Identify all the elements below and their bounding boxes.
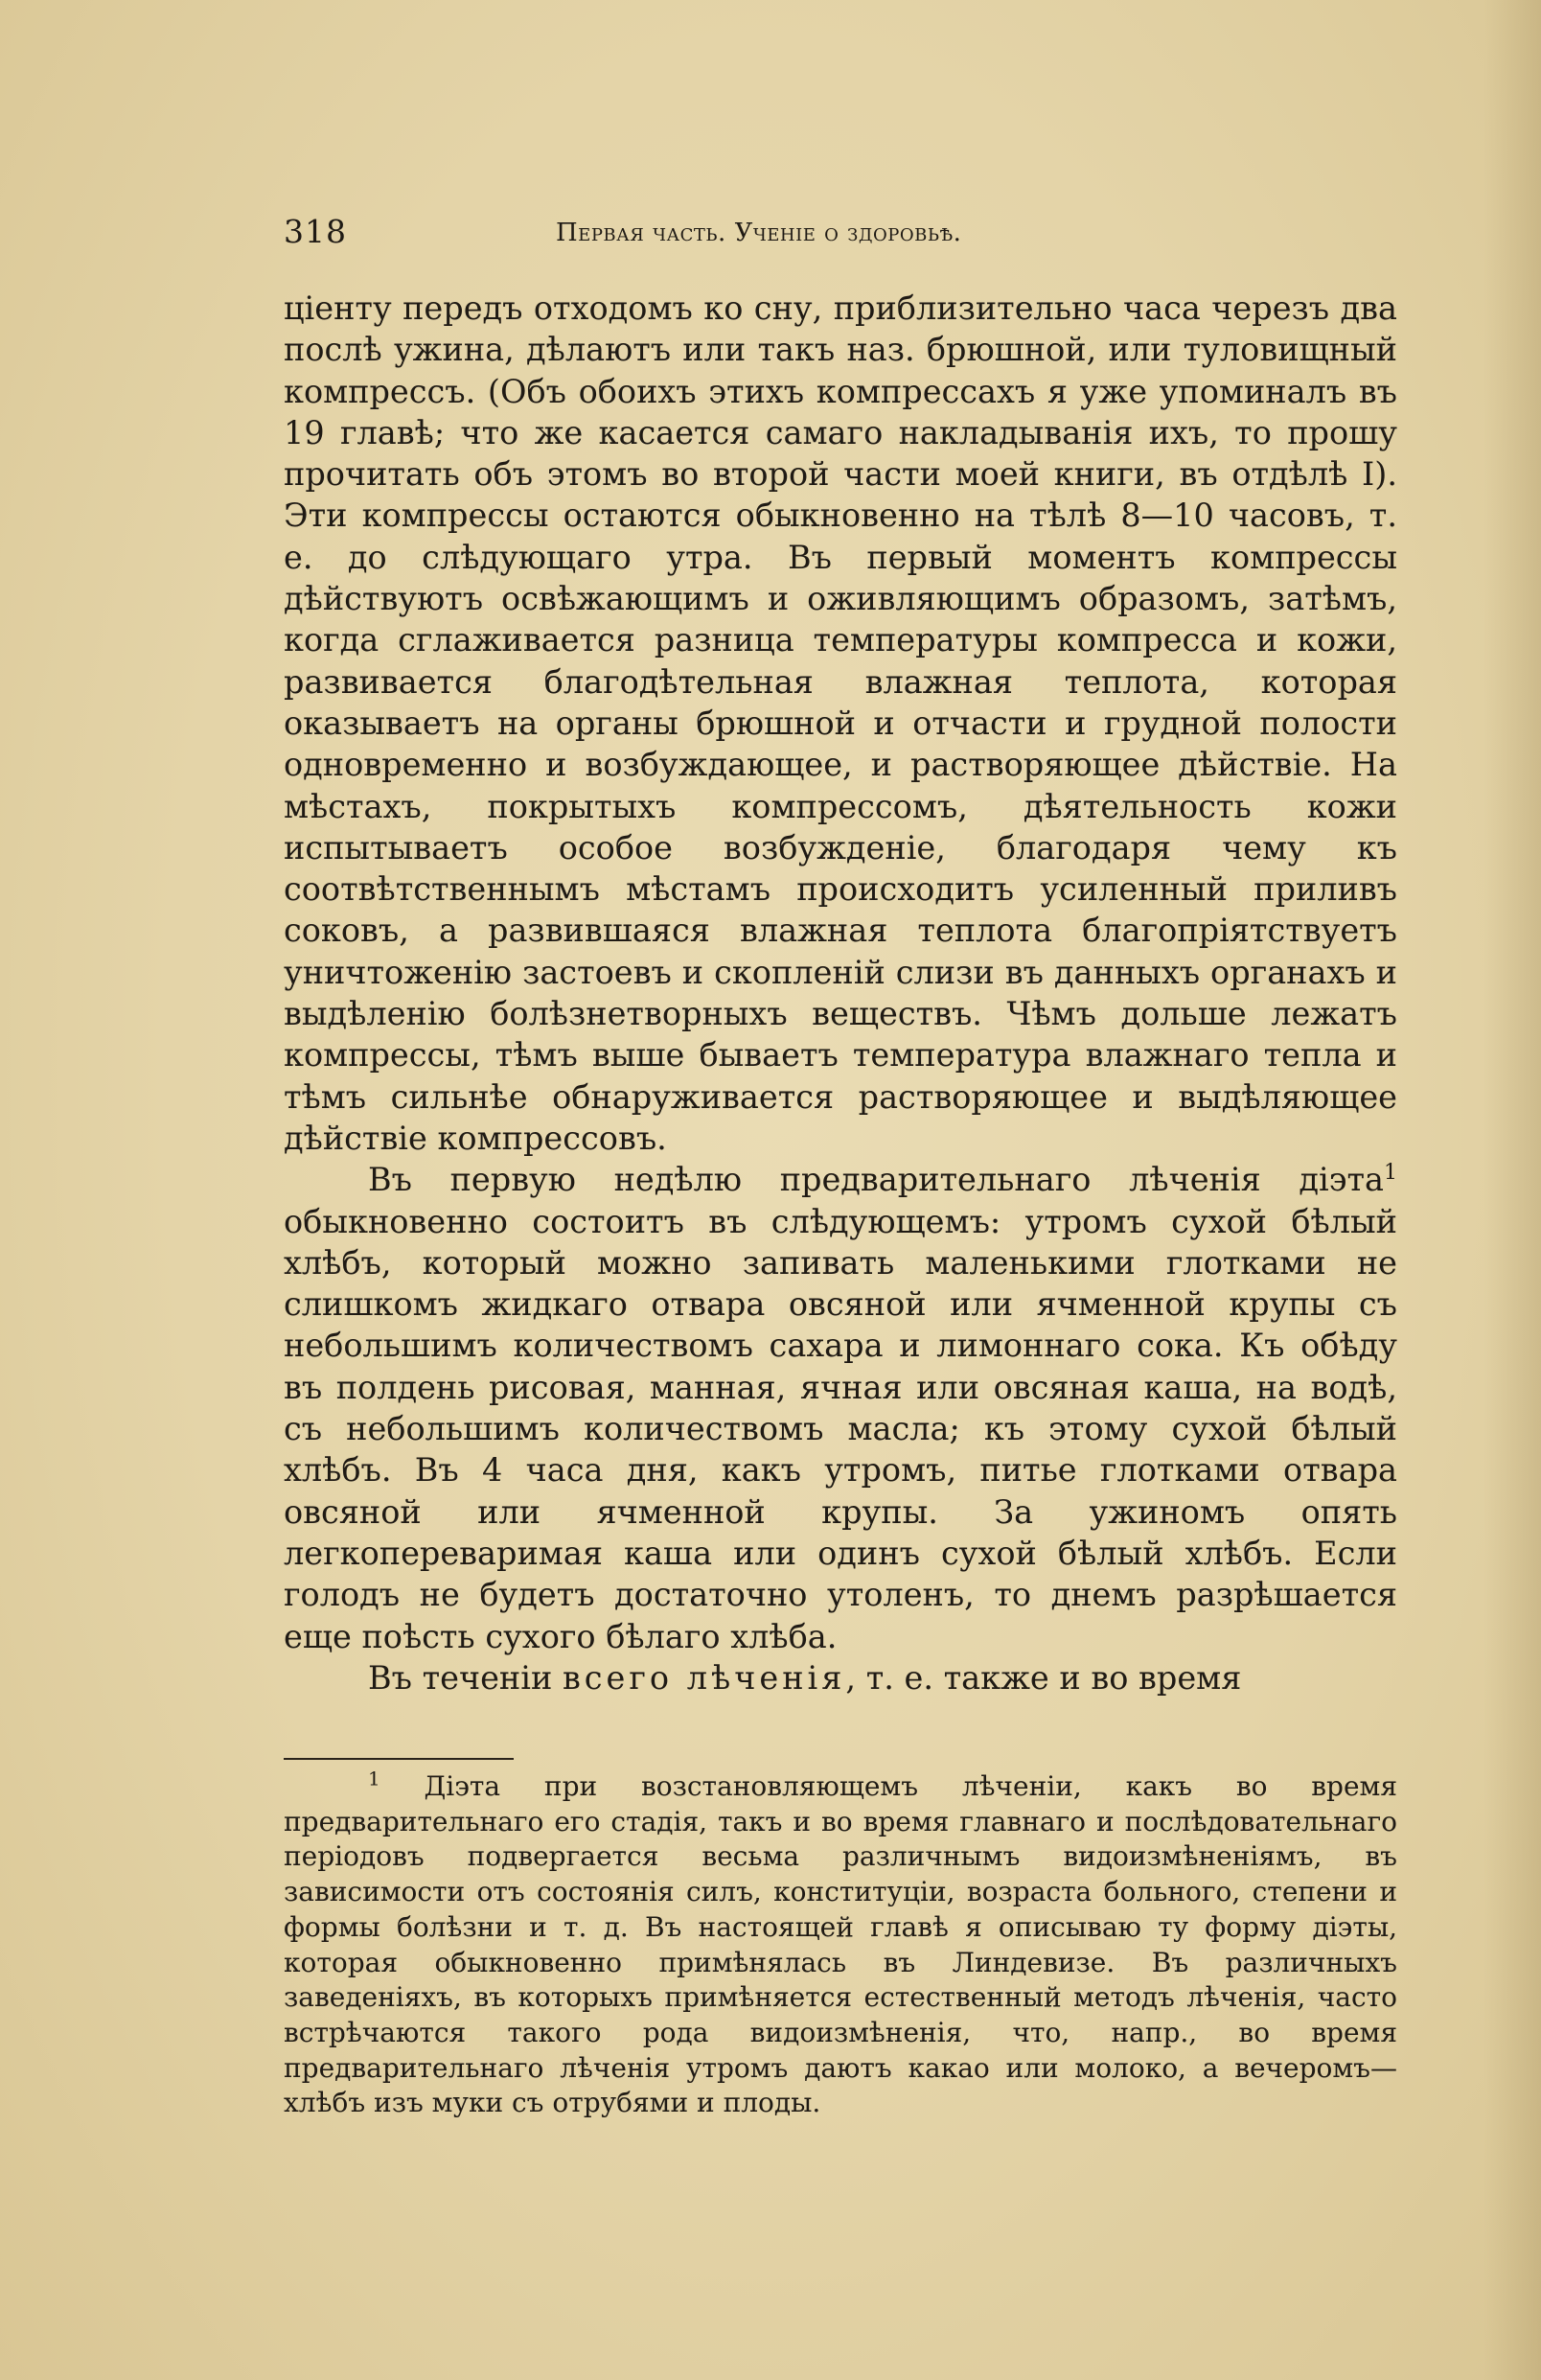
page-number: 318 xyxy=(284,213,347,250)
footnote-text: Діэта при возстановляющемъ лѣченіи, какъ во время предварительнаго его стадія, такъ и во время главнаго и послѣдовательнаго періодовъ подвергается весьма различнымъ видоизмѣненіямъ, въ зависимости отъ состоянія силъ, конституціи, возраста больного, степени и формы болѣзни и т. д. Въ настоящей главѣ я описываю ту форму діэты, которая обыкновенно примѣнялась въ Линдевизе. Въ различныхъ заведеніяхъ, въ которыхъ примѣняется естественный методъ лѣченія, часто встрѣчаются такого рода видоизмѣненія, что, напр., во время предварительнаго лѣченія утромъ даютъ какао или молоко, а вечеромъ—хлѣбъ изъ муки съ отрубями и плоды. xyxy=(284,1770,1397,2119)
paragraph-1: ціенту передъ отходомъ ко сну, приблизительно часа черезъ два послѣ ужина, дѣлаютъ или такъ наз. брюшной, или туловищный компрессъ. (Объ обоихъ этихъ компрессахъ я уже упоминалъ въ 19 главѣ; что же касается самаго накладыванія ихъ, то прошу прочитать объ этомъ во второй части моей книги, въ отдѣлѣ I). Эти компрессы остаются обыкновенно на тѣлѣ 8—10 часовъ, т. е. до слѣдующаго утра. Въ первый моментъ компрессы дѣйствуютъ освѣжающимъ и оживляющимъ образомъ, затѣмъ, когда сглаживается разница температуры компресса и кожи, развивается благодѣтельная влажная теплота, которая оказываетъ на органы брюшной и отчасти и грудной полости одновременно и возбуждающее, и растворяющее дѣйствіе. На мѣстахъ, покрытыхъ компрессомъ, дѣятельность кожи испытываетъ особое возбужденіе, благодаря чему къ соотвѣтственнымъ мѣстамъ происходитъ усиленный приливъ соковъ, а развившаяся влажная теплота благопріятствуетъ уничтоженію застоевъ и скопленій слизи въ данныхъ органахъ и выдѣленію болѣзнетворныхъ веществъ. Чѣмъ дольше лежатъ компрессы, тѣмъ выше бываетъ температура влажнаго тепла и тѣмъ сильнѣе обнаруживается растворяющее и выдѣляющее дѣйствіе компрессовъ. xyxy=(284,289,1397,1157)
paragraph-3-emphasis: всего лѣченія xyxy=(562,1658,846,1697)
footnote-divider xyxy=(284,1758,514,1760)
paragraph-3-rest: , т. е. также и во время xyxy=(845,1658,1242,1697)
paragraph-3-start: Въ теченіи xyxy=(368,1658,563,1697)
paragraph-2-start: Въ первую недѣлю предварительнаго лѣченія діэта xyxy=(368,1161,1384,1199)
page-edge-shadow xyxy=(1484,0,1541,2380)
page-header xyxy=(284,213,1397,261)
footnote-reference[interactable]: 1 xyxy=(1384,1161,1397,1186)
footnote-mark: 1 xyxy=(368,1767,380,1791)
main-text xyxy=(284,288,1397,1698)
paragraph-3 xyxy=(284,1657,1397,1698)
footnote-paragraph xyxy=(284,1769,1397,2121)
paragraph-2-rest: обыкновенно состоитъ въ слѣдующемъ: утромъ сухой бѣлый хлѣбъ, который можно запивать маленькими глотками не слишкомъ жидкаго отвара овсяной или ячменной крупы съ небольшимъ количествомъ сахара и лимоннаго сока. Къ обѣду въ полдень рисовая, манная, ячная или овсяная каша, на водѣ, съ небольшимъ количествомъ масла; къ этому сухой бѣлый хлѣбъ. Въ 4 часа дня, какъ утромъ, питье глотками отвара овсяной или ячменной крупы. За ужиномъ опять легкопереваримая каша или одинъ сухой бѣлый хлѣбъ. Если голодъ не будетъ достаточно утоленъ, то днемъ разрѣшается еще поѣсть сухого бѣлаго хлѣба. xyxy=(284,1202,1397,1655)
footnote xyxy=(284,1769,1397,2121)
running-head: Первая часть. Ученіе о здоровьѣ. xyxy=(556,219,962,247)
paragraph-2 xyxy=(284,1159,1397,1657)
